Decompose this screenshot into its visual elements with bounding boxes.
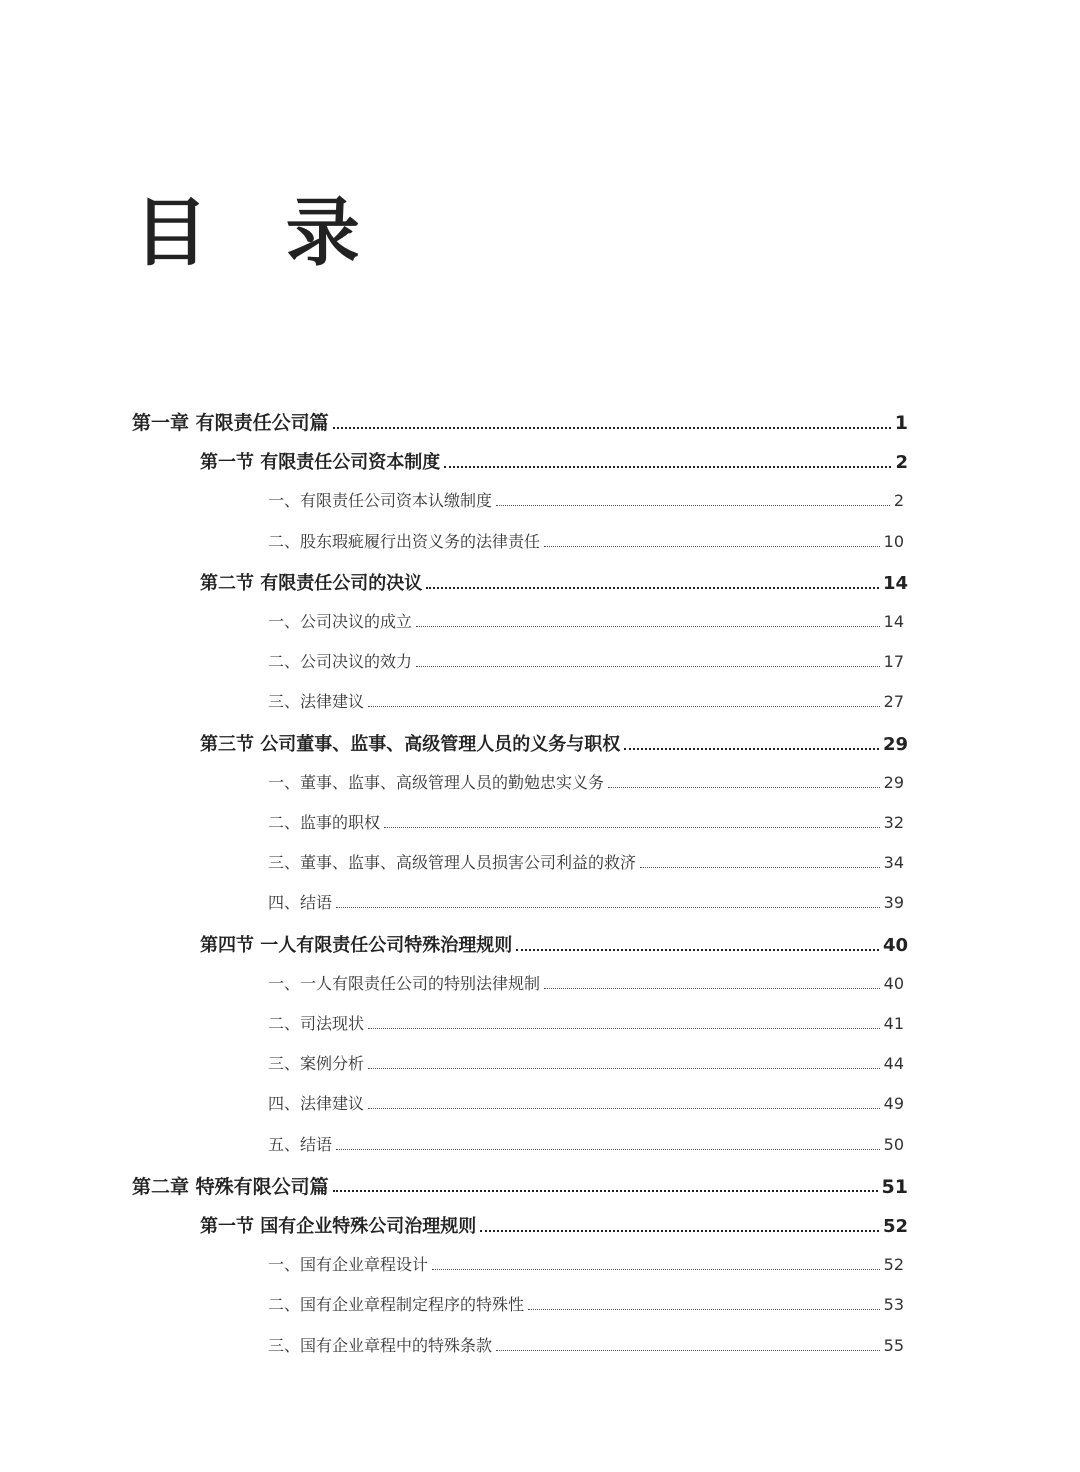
dot-leader [496,505,890,506]
toc-item-row[interactable] [268,609,904,632]
page-title: 目 录 [134,190,386,276]
dot-leader [640,867,880,868]
dot-leader [608,787,880,788]
dot-leader [624,748,879,750]
dot-leader [368,706,880,707]
toc-entry-label: 一、有限责任公司资本认缴制度 [268,491,493,511]
toc-item-row[interactable] [268,649,904,672]
toc-page-number: 14 [882,572,908,594]
toc-entry-label: 第四节 一人有限责任公司特殊治理规则 [200,934,513,956]
dot-leader [528,1309,880,1310]
toc-item-row[interactable] [268,1333,904,1356]
toc-page-number: 14 [883,612,904,631]
toc-entry-label: 第一章 有限责任公司篇 [132,412,329,434]
toc-section-row[interactable] [200,448,908,474]
toc-page-number: 27 [883,692,904,712]
toc-page-number: 52 [883,1255,904,1275]
toc-entry-label: 四、法律建议 [268,1094,365,1114]
dot-leader [416,626,880,627]
toc-page-number: 44 [883,1054,904,1074]
toc-entry-label: 二、国有企业章程制定程序的特殊性 [268,1295,525,1315]
dot-leader [432,1269,880,1270]
toc-item-row[interactable] [268,1051,904,1074]
toc-entry-label: 一、一人有限责任公司的特别法律规制 [268,973,541,993]
toc-page-number: 1 [894,412,908,434]
toc-page-number: 55 [883,1335,904,1355]
toc-page-number: 53 [883,1295,904,1315]
dot-leader [336,907,880,908]
toc-item-row[interactable] [268,689,904,712]
toc-item-row[interactable] [268,1011,904,1034]
toc-item-row[interactable] [268,890,904,913]
toc-page-number: 49 [883,1094,904,1114]
toc-page-number: 52 [882,1216,908,1237]
toc-page-number: 2 [895,452,908,474]
toc-entry-label: 二、股东瑕疵履行出资义务的法律责任 [268,531,541,551]
toc-page-number: 51 [881,1175,908,1198]
toc-item-row[interactable] [268,1132,904,1155]
toc-entry-label: 三、董事、监事、高级管理人员损害公司利益的救济 [268,853,637,873]
toc-entry-label: 三、案例分析 [268,1054,365,1074]
dot-leader [333,427,891,429]
toc-page-number: 29 [883,772,904,792]
toc-entry-label: 第一节 有限责任公司资本制度 [200,452,441,474]
toc-entry-label: 三、国有企业章程中的特殊条款 [268,1335,493,1355]
dot-leader [368,1028,880,1029]
toc-entry-label: 二、公司决议的效力 [268,652,413,672]
toc-section-row[interactable] [200,730,908,756]
toc-page-number: 41 [883,1014,904,1033]
toc-section-row[interactable] [200,569,908,595]
toc-entry-label: 一、公司决议的成立 [268,612,413,631]
toc-item-row[interactable] [268,1091,904,1114]
toc-page-number: 29 [882,733,908,755]
dot-leader [444,466,891,468]
toc-item-row[interactable] [268,971,904,994]
toc-item-row[interactable] [268,1252,904,1275]
toc-section-row[interactable] [200,931,908,957]
dot-leader [368,1068,880,1069]
toc-item-row[interactable] [268,529,904,552]
toc-page-number: 40 [882,934,908,956]
toc-entry-label: 四、结语 [268,893,333,913]
toc-entry-label: 二、监事的职权 [268,813,381,832]
toc-entry-label: 一、国有企业章程设计 [268,1255,429,1275]
toc-entry-label: 第二章 特殊有限公司篇 [132,1175,329,1198]
dot-leader [336,1149,880,1150]
toc-chapter-row[interactable] [132,1172,908,1199]
toc-page-number: 34 [883,853,904,873]
toc-page-number: 32 [883,813,904,832]
toc-page-number: 39 [883,893,904,913]
toc-entry-label: 二、司法现状 [268,1014,365,1033]
toc-entry-label: 第一节 国有企业特殊公司治理规则 [200,1216,477,1237]
dot-leader [544,546,880,547]
toc-page-number: 2 [893,491,904,511]
toc-chapter-row[interactable] [132,408,908,435]
dot-leader [544,988,880,989]
dot-leader [516,949,879,951]
dot-leader [333,1190,878,1192]
toc-page-number: 40 [883,973,904,993]
dot-leader [480,1230,879,1232]
toc-entry-label: 五、结语 [268,1134,333,1154]
dot-leader [368,1108,880,1109]
toc-item-row[interactable] [268,850,904,873]
toc-item-row[interactable] [268,1292,904,1315]
toc-entry-label: 第二节 有限责任公司的决议 [200,572,423,594]
toc-entry-label: 第三节 公司董事、监事、高级管理人员的义务与职权 [200,733,621,755]
toc-page-number: 50 [883,1134,904,1154]
toc-item-row[interactable] [268,810,904,833]
dot-leader [426,587,879,589]
toc-entry-label: 三、法律建议 [268,692,365,712]
dot-leader [496,1350,880,1351]
dot-leader [384,827,880,828]
toc-item-row[interactable] [268,770,904,793]
toc-entry-label: 一、董事、监事、高级管理人员的勤勉忠实义务 [268,772,605,792]
toc-section-row[interactable] [200,1212,908,1238]
toc-item-row[interactable] [268,488,904,511]
toc-page-number: 17 [883,652,904,672]
dot-leader [416,666,880,667]
toc-page-number: 10 [883,531,904,551]
